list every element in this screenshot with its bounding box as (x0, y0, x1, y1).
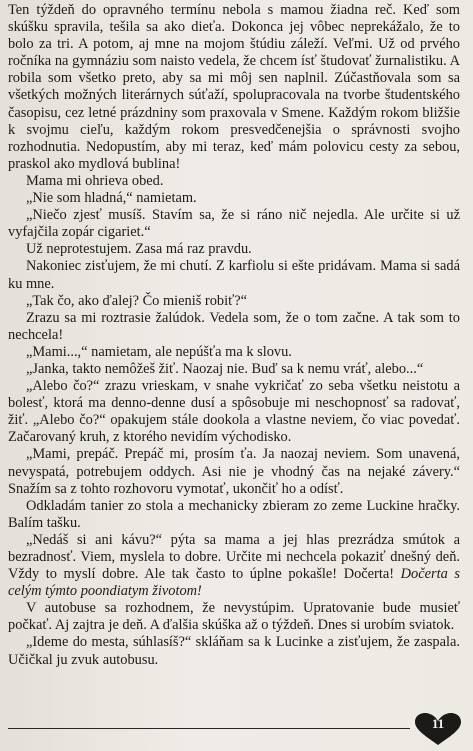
page-number: 11 (431, 716, 445, 731)
paragraph: „Janka, takto nemôžeš žiť. Naozaj nie. Buď sa k nemu vráť, alebo...“ (26, 360, 424, 377)
paragraph: „Ideme do mesta, súhlasíš?“ skláňam sa k Lucinke a zisťujem, že zaspala. Učičkal ju zvuk autobusu. (8, 634, 460, 668)
page-body-text (8, 2, 460, 669)
paragraph: Mama mi ohrieva obed. (26, 172, 164, 189)
paragraph: Nakoniec zisťujem, že mi chutí. Z karfiolu si ešte pridávam. Mama si sadá ku mne. (8, 258, 460, 292)
paragraph: Ten týždeň do opravného termínu nebola s mamou žiadna reč. Keď som skúšku spravila, tešila sa ako dieťa. Dokonca jej vôbec neprekážalo, že to bolo za tri. A potom, aj mne na mojom štúdiu záleží. Veľmi. Už od prvého ročníka na gymnáziu som naisto vedela, že chcem ísť študovať žurnalistiku. A robila som všetko preto, aby sa mi môj sen naplnil. Zúčastňovala som sa všetkých možných literárnych súťaží, spolupracovala na tvorbe študentského časopisu, cez letné prázdniny som praxovala v Smene. Každým rokom bližšie k svojmu cieľu, každým rokom presvedčenejšia o správnosti svojho rozhodnutia. Nedopustím, aby mi teraz, keď mám polovicu cesty za sebou, praskol ako mydlová bublina! (8, 2, 460, 172)
paragraph: V autobuse sa rozhodnem, že nevystúpim. Upratovanie bude musieť počkať. Aj zajtra je deň. A ďalšia skúška až o týždeň. Dnes si urobím sviatok. (8, 600, 460, 634)
paragraph-main-text: „Nedáš si ani kávu?“ pýta sa mama a jej hlas prezrádza smútok a bezradnosť. Viem, myslela to dobre. Určite mi nechcela pokaziť dnešný deň. Vždy to myslí dobre. Ale tak často to úplne pokašle! Dočerta! (8, 531, 460, 583)
paragraph: „Niečo zjesť musíš. Stavím sa, že si ráno nič nejedla. Ale určite si už vyfajčila zopár cigariet.“ (8, 207, 460, 241)
paragraph: Zrazu sa mi roztrasie žalúdok. Vedela som, že o tom začne. A tak som to nechcela! (8, 309, 460, 343)
paragraph: „Tak čo, ako ďalej? Čo mieniš robiť?“ (26, 292, 248, 309)
paragraph-with-italic-ending (8, 532, 460, 600)
paragraph: Odkladám tanier zo stola a mechanicky zbieram zo zeme Luckine hračky. Balím tašku. (8, 497, 460, 531)
footer-rule (8, 728, 410, 729)
paragraph: „Nie som hladná,“ namietam. (26, 190, 197, 207)
paragraph: „Alebo čo?“ zrazu vrieskam, v snahe vykričať zo seba všetku neistotu a bolesť, ktorá ma denno-denne dusí a spôsobuje mi neschopnosť sa radovať, žiť. „Alebo čo?“ opakujem stále dookola a vlastne neviem, čo viac povedať. Začarovaný kruh, z ktorého nevidím východisko. (8, 378, 460, 446)
paragraph: „Mami...,“ namietam, ale nepúšťa ma k slovu. (26, 343, 292, 360)
italic-exclamation: Dočerta s celým týmto poondiatym životom! (8, 566, 460, 600)
paragraph: Už neprotestujem. Zasa má raz pravdu. (26, 241, 252, 258)
paragraph: „Mami, prepáč. Prepáč mi, prosím ťa. Ja naozaj neviem. Som unavená, nevyspatá, potrebujem oddych. Asi nie je vhodný čas na nejaké závery.“ Snažím sa z tohto rozhovoru vymotať, ukončiť ho a odísť. (8, 446, 460, 497)
